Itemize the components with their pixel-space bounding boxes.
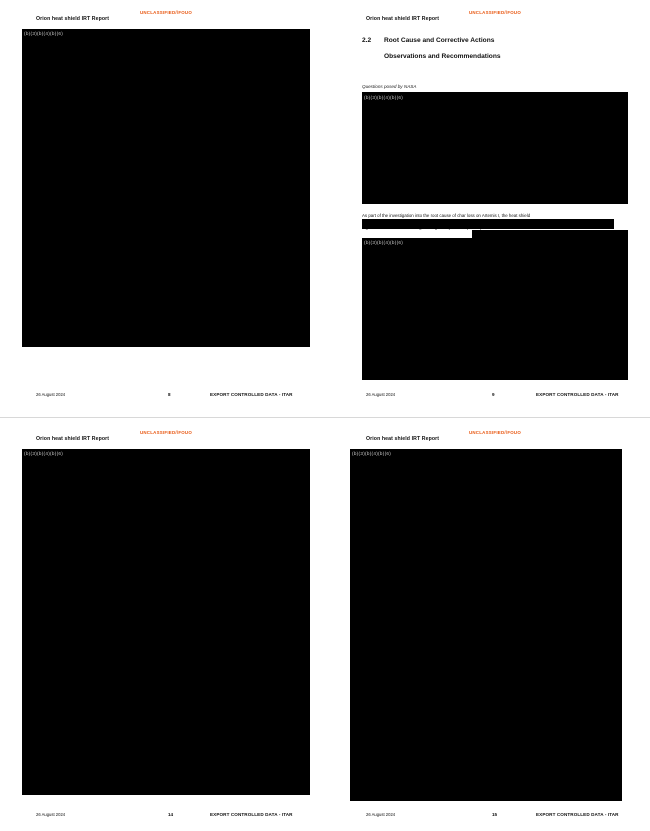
footer-page-number: 9: [492, 392, 495, 397]
redaction-exemption-label: (b)(3)(b)(4)(b)(6): [24, 451, 64, 456]
page-title: Orion heat shield IRT Report: [366, 436, 440, 442]
footer-date: 26 August 2024: [36, 812, 66, 817]
redaction-exemption-label: (b)(3)(b)(4)(b)(6): [364, 95, 404, 100]
footer-page-number: 8: [168, 392, 171, 397]
footer-export-notice: EXPORT CONTROLLED DATA - ITAR: [210, 392, 293, 397]
redaction-block: [362, 238, 628, 380]
section-heading-line-2: Observations and Recommendations: [384, 53, 501, 60]
classification-banner: UNCLASSIFIED//FOUO: [468, 430, 522, 435]
redaction-exemption-label: (b)(3)(b)(4)(b)(6): [24, 31, 64, 36]
redaction-block: [22, 29, 310, 347]
sheet-divider: [0, 417, 650, 418]
footer-page-number: 15: [492, 812, 498, 817]
document-page-15[interactable]: [340, 424, 650, 828]
document-page-8[interactable]: [10, 4, 322, 408]
document-page-14[interactable]: [10, 424, 322, 828]
footer-date: 26 August 2024: [366, 392, 396, 397]
redaction-exemption-label: (b)(3)(b)(4)(b)(6): [364, 240, 404, 245]
page-title: Orion heat shield IRT Report: [366, 16, 440, 22]
redaction-block: [362, 92, 628, 204]
subsection-caption: Questions posed by NASA: [362, 84, 417, 89]
classification-banner: UNCLASSIFIED//FOUO: [468, 10, 522, 15]
redaction-block: [350, 449, 622, 801]
body-text-line-1: As part of the investigation into the root cause of char loss on Artemis I, the heat shield: [362, 213, 531, 218]
classification-banner: UNCLASSIFIED//FOUO: [139, 430, 193, 435]
page-title: Orion heat shield IRT Report: [36, 16, 110, 22]
footer-date: 26 August 2024: [366, 812, 396, 817]
section-heading-line-1: Root Cause and Corrective Actions: [384, 37, 495, 44]
footer-date: 26 August 2024: [36, 392, 66, 397]
footer-export-notice: EXPORT CONTROLLED DATA - ITAR: [536, 392, 619, 397]
page-title: Orion heat shield IRT Report: [36, 436, 110, 442]
footer-page-number: 14: [168, 812, 174, 817]
footer-export-notice: EXPORT CONTROLLED DATA - ITAR: [536, 812, 619, 817]
section-number: 2.2: [362, 37, 372, 44]
document-page-9[interactable]: [340, 4, 650, 408]
footer-export-notice: EXPORT CONTROLLED DATA - ITAR: [210, 812, 293, 817]
redaction-exemption-label: (b)(3)(b)(4)(b)(6): [352, 451, 392, 456]
redaction-block: [22, 449, 310, 795]
redaction-inline-a: [362, 219, 614, 229]
classification-banner: UNCLASSIFIED//FOUO: [139, 10, 193, 15]
